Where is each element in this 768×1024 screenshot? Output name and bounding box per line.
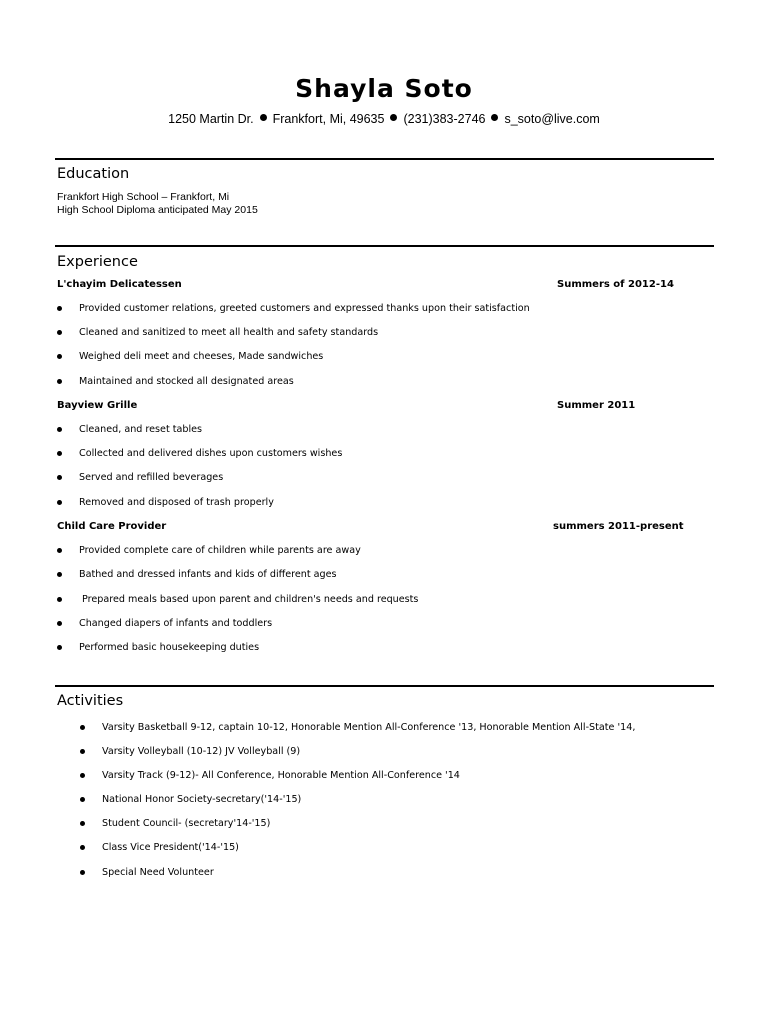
experience-heading: Experience (57, 254, 138, 270)
activities-heading: Activities (57, 693, 124, 709)
job-title: Child Care Provider (57, 521, 167, 532)
bullet-icon (80, 845, 85, 850)
bullet-icon (57, 597, 62, 602)
contact-address: 1250 Martin Dr. (168, 112, 254, 126)
bullet-icon (57, 451, 62, 456)
separator-dot-icon (390, 114, 397, 121)
bullet-icon (57, 572, 62, 577)
contact-line (0, 112, 768, 126)
bullet-icon (57, 379, 62, 384)
separator-dot-icon (260, 114, 267, 121)
bullet-icon (57, 475, 62, 480)
contact-phone: (231)383-2746 (403, 112, 486, 126)
resume-page: Shayla Soto 1250 Martin Dr. Frankfort, Mi, 49635 (231)383-2746 s_soto@live.com Education Frankfort High School – Frankfort, Mi High School Diploma anticipated May 2015 Experience L'chayim Delicatessen Summers of 2012-14 Provided customer relations, greeted customers and expressed thanks upon their satisfaction Cleaned and sanitized to meet all health and safety standards Weighed deli meet and cheeses, Made sandwiches Maintained and stocked all designated areas Bayview Grille Summer 2011 Cleaned, and reset tables Collected and delivered dishes upon customers wishes Served and refilled beverages Removed and disposed of trash properly Child Care Provider summers 2011-present Provided complete care of children while parents are away Bathed and dressed infants and kids of different ages Prepared meals based upon parent and children's needs and requests Changed diapers of infants and toddlers Performed basic housekeeping duties Activities Varsity Basketball 9-12, captain 10-12, Honorable Mention All-Conference '13, Honorable Mention All-State '14, Varsity Volleyball (10-12) JV Volleyball (9) Varsity Track (9-12)- All Conference, Honorable Mention All-Conference '14 National Honor Society-secretary('14-'15) Student Council- (secretary'14-'15) Class Vice President('14-'15) Special Need Volunteer (0, 0, 768, 1024)
contact-city: Frankfort, Mi, 49635 (272, 112, 385, 126)
bullet-icon (80, 797, 85, 802)
bullet-icon (57, 427, 62, 432)
bullet-icon (57, 354, 62, 359)
job-date: Summer 2011 (557, 400, 636, 411)
section-divider (55, 158, 714, 160)
job-date: summers 2011-present (553, 521, 684, 532)
separator-dot-icon (491, 114, 498, 121)
section-divider (55, 245, 714, 247)
bullet-icon (57, 548, 62, 553)
job-title: L'chayim Delicatessen (57, 279, 182, 290)
section-divider (55, 685, 714, 687)
bullet-icon (80, 725, 85, 730)
bullet-icon (80, 821, 85, 826)
education-diploma: High School Diploma anticipated May 2015 (57, 204, 258, 216)
resume-name: Shayla Soto (295, 74, 473, 103)
bullet-icon (57, 645, 62, 650)
job-title: Bayview Grille (57, 400, 138, 411)
contact-email: s_soto@live.com (504, 112, 600, 126)
bullet-icon (57, 330, 62, 335)
bullet-icon (80, 773, 85, 778)
bullet-icon (57, 621, 62, 626)
bullet-icon (57, 500, 62, 505)
job-date: Summers of 2012-14 (557, 279, 674, 290)
education-heading: Education (57, 166, 130, 182)
bullet-icon (80, 749, 85, 754)
education-school: Frankfort High School – Frankfort, Mi (57, 191, 230, 203)
bullet-icon (80, 870, 85, 875)
bullet-icon (57, 306, 62, 311)
